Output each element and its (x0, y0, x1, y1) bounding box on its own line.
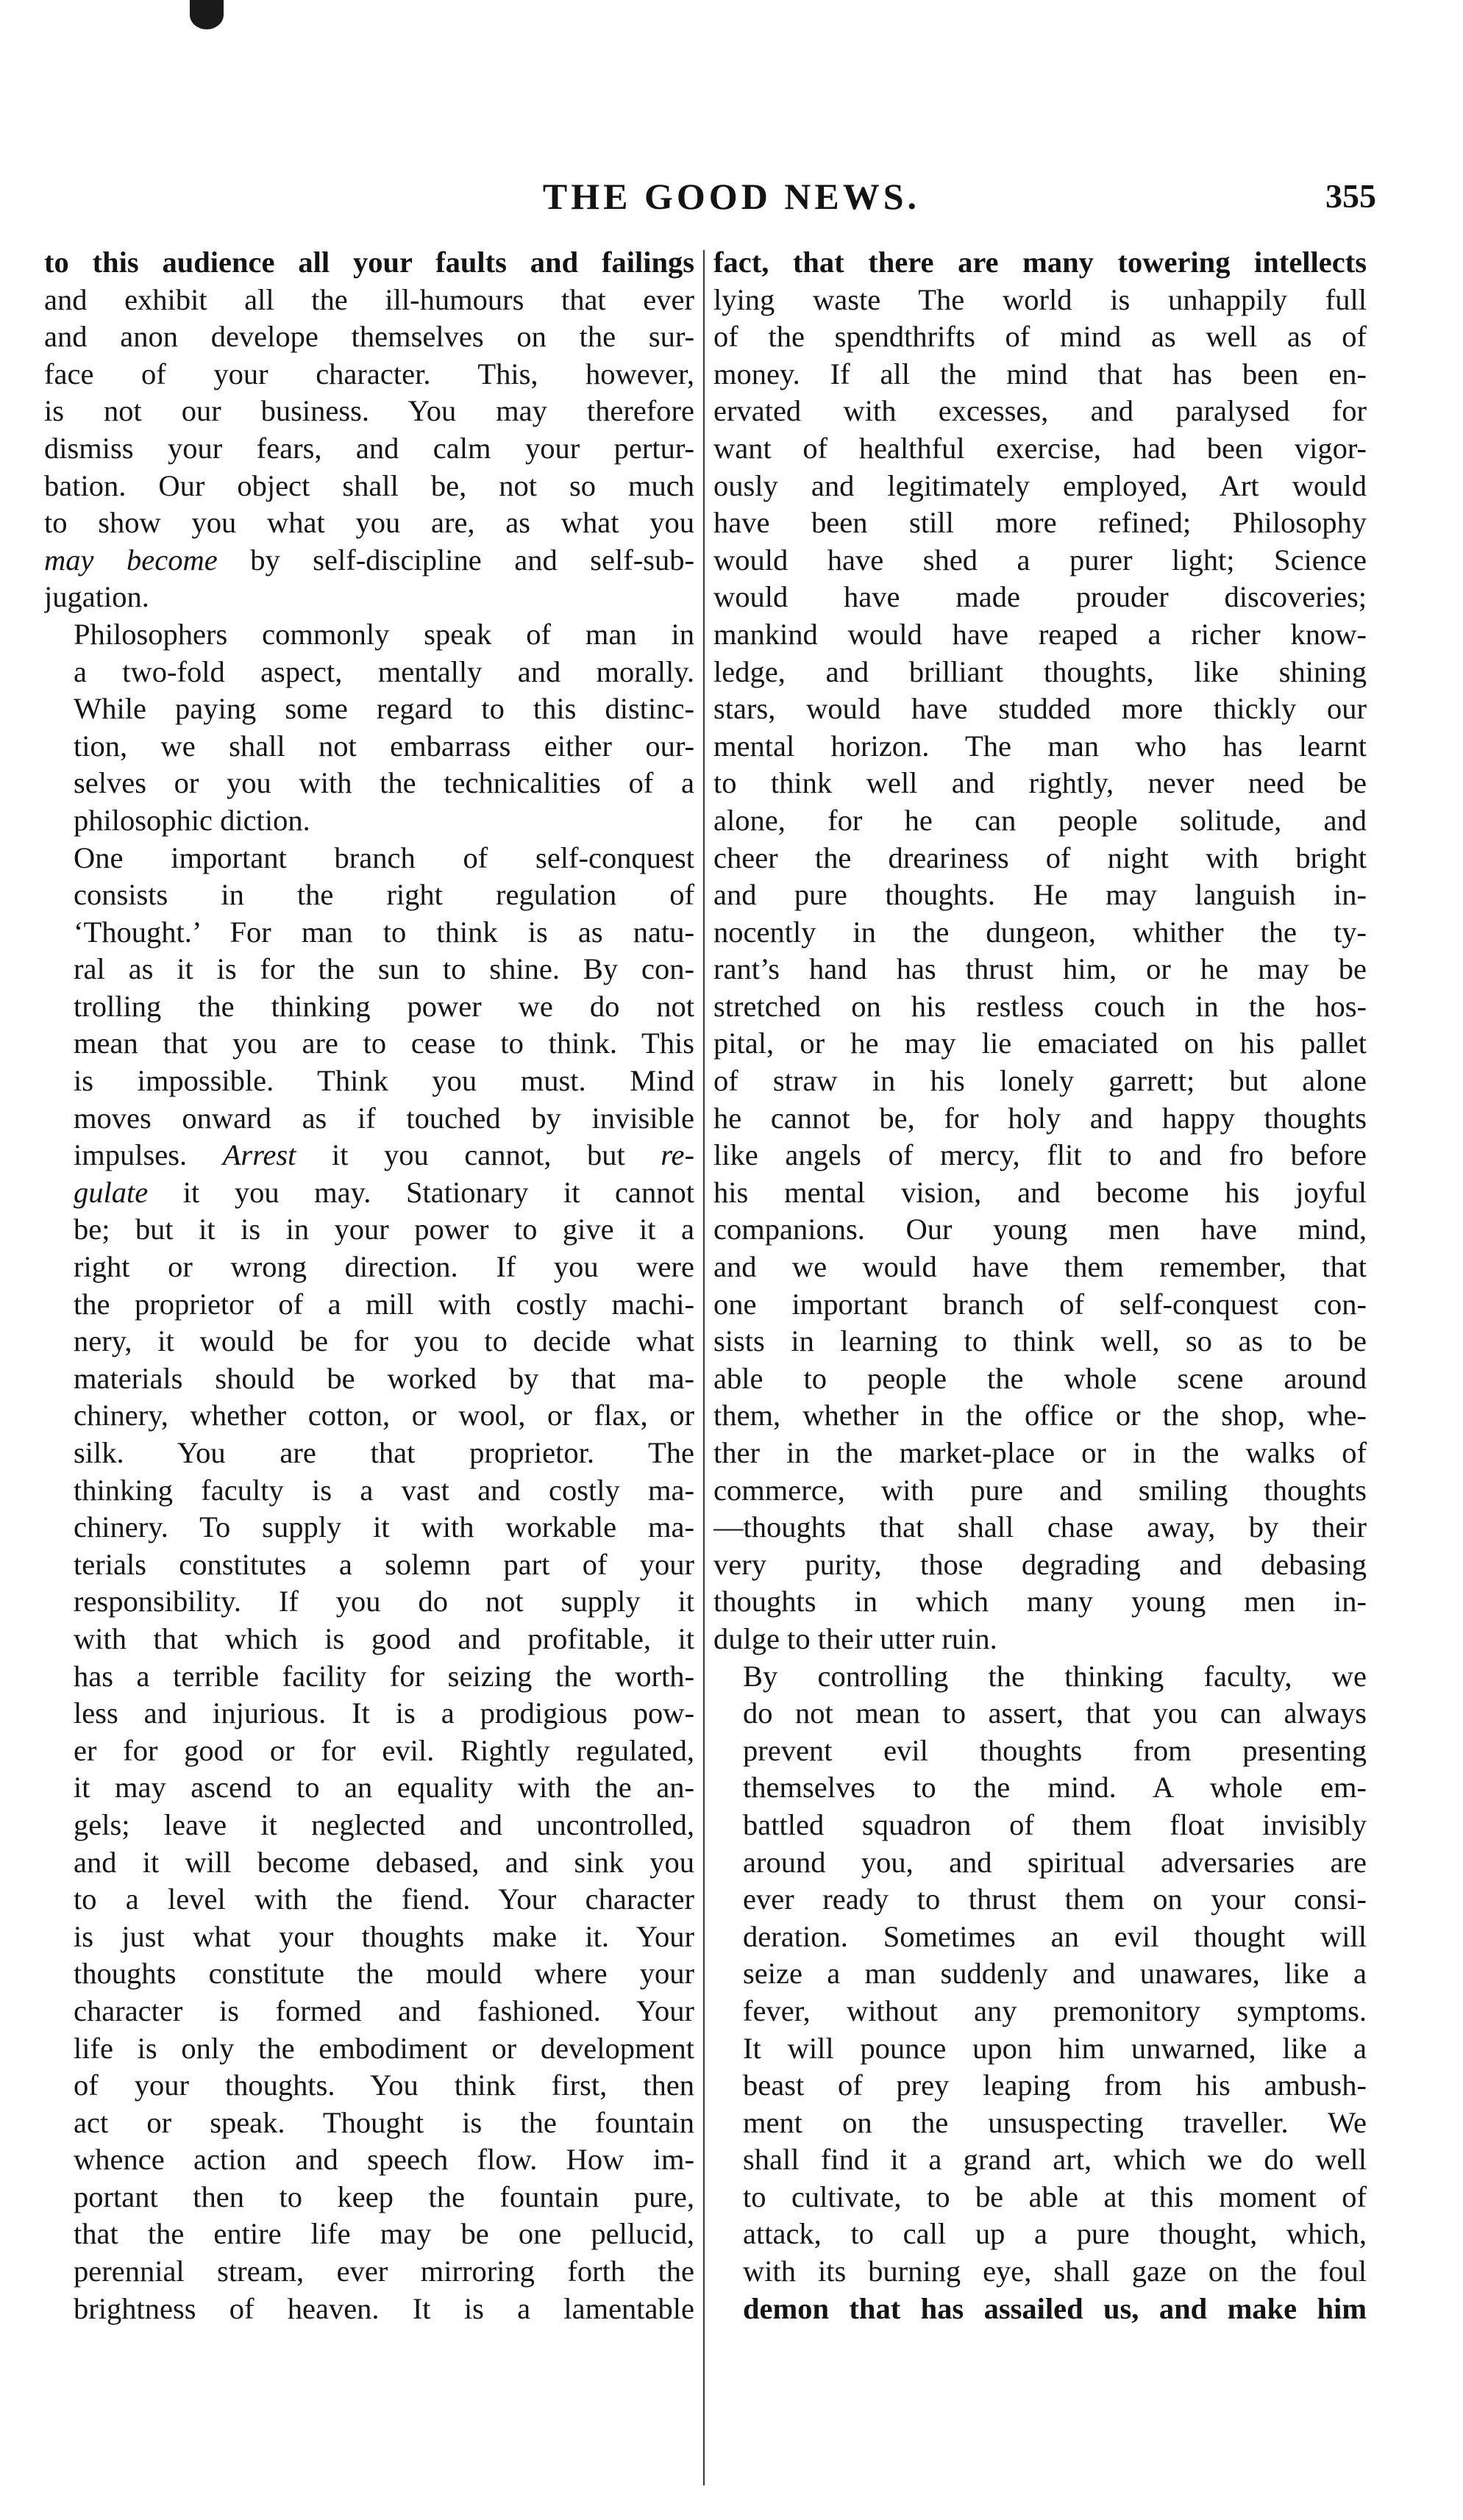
text-line: has a terrible facility for seizing the worth- (74, 1659, 694, 1693)
text-line: ledge, and brilliant thoughts, like shining (713, 654, 1367, 688)
text-line: a two-fold aspect, mentally and morally. (74, 654, 694, 688)
text-line: fact, that there are many towering intellects (713, 246, 1367, 279)
text-line: trolling the thinking power we do not (74, 989, 694, 1023)
paragraph (44, 244, 694, 616)
text-line: do not mean to assert, that you can always (743, 1696, 1367, 1730)
text-line: the proprietor of a mill with costly machi- (74, 1287, 694, 1321)
italic-text: gulate (74, 1175, 149, 1209)
text-line: moves onward as if touched by invisible (74, 1101, 694, 1135)
text-line: would have shed a purer light; Science (713, 543, 1367, 577)
text-line: brightness of heaven. It is a lamentable (74, 2291, 694, 2325)
text-line: deration. Sometimes an evil thought will (743, 1919, 1367, 1953)
text-line: consists in the right regulation of (74, 878, 694, 912)
text-line: thoughts in which many young men in- (713, 1585, 1367, 1618)
text-line: er for good or for evil. Rightly regulated, (74, 1733, 694, 1767)
text-line: seize a man suddenly and unawares, like a (743, 1957, 1367, 1991)
text-line: be; but it is in your power to give it a (74, 1213, 694, 1246)
text-line: of the spendthrifts of mind as well as of (713, 320, 1367, 354)
text-line: demon that has assailed us, and make him (743, 2291, 1367, 2325)
text-line: ther in the market-place or in the walks of (713, 1436, 1367, 1469)
text-line: to show you what you are, as what you (44, 506, 694, 540)
text-line: would have made prouder discoveries; (713, 580, 1367, 614)
text-line: want of healthful exercise, had been vigor- (713, 431, 1367, 465)
text-line (44, 542, 694, 579)
text-segment: impulses. (74, 1138, 223, 1172)
text-line: philosophic diction. (74, 803, 310, 837)
text-line: fever, without any premonitory symptoms. (743, 1993, 1367, 2027)
paragraph (713, 244, 1367, 1658)
italic-text: Arrest (222, 1138, 296, 1172)
text-line: bation. Our object shall be, not so much (44, 468, 694, 502)
text-line: thinking faculty is a vast and costly ma- (74, 1473, 694, 1507)
text-line: have been still more refined; Philosophy (713, 506, 1367, 540)
text-line: very purity, those degrading and debasing (713, 1547, 1367, 1581)
text-line: terials constitutes a solemn part of your (74, 1547, 694, 1581)
text-line: jugation. (44, 580, 149, 614)
column-divider (703, 250, 705, 2485)
text-line: responsibility. If you do not supply it (74, 1585, 694, 1618)
text-line: with that which is good and profitable, it (74, 1621, 694, 1655)
text-line: Philosophers commonly speak of man in (74, 617, 694, 651)
text-line: and it will become debased, and sink you (74, 1845, 694, 1879)
text-line: materials should be worked by that ma- (74, 1361, 694, 1395)
right-text-column (713, 244, 1367, 2494)
text-line: chinery, whether cotton, or wool, or flax, or (74, 1399, 694, 1432)
text-line: selves or you with the technicalities of a (74, 766, 694, 800)
text-line: his mental vision, and become his joyful (713, 1175, 1367, 1209)
text-line: attack, to call up a pure thought, which, (743, 2217, 1367, 2251)
text-line: ment on the unsuspecting traveller. We (743, 2105, 1367, 2139)
text-line: less and injurious. It is a prodigious pow- (74, 1696, 694, 1730)
text-line: companions. Our young men have mind, (713, 1213, 1367, 1246)
text-line: beast of prey leaping from his ambush- (743, 2069, 1367, 2102)
text-line: portant then to keep the fountain pure, (74, 2180, 694, 2213)
text-line: to this audience all your faults and failings (44, 246, 694, 279)
text-line: chinery. To supply it with workable ma- (74, 1510, 694, 1544)
text-line: thoughts constitute the mould where your (74, 1957, 694, 1991)
paragraph (44, 840, 694, 2328)
text-line: themselves to the mind. A whole em- (743, 1771, 1367, 1805)
text-line: prevent evil thoughts from presenting (743, 1733, 1367, 1767)
text-line: right or wrong direction. If you were (74, 1250, 694, 1284)
text-line: ever ready to thrust them on your consi- (743, 1882, 1367, 1916)
text-line: like angels of mercy, flit to and fro before (713, 1138, 1367, 1172)
text-line: is just what your thoughts make it. Your (74, 1919, 694, 1953)
text-line: battled squadron of them float invisibly (743, 1807, 1367, 1841)
text-line: dulge to their utter ruin. (713, 1621, 997, 1655)
text-line: ‘Thought.’ For man to think is as natu- (74, 915, 694, 949)
italic-text: re- (661, 1138, 694, 1172)
text-segment: by self-discipline and self-sub- (217, 543, 694, 577)
text-line: face of your character. This, however, (44, 357, 694, 390)
text-line: tion, we shall not embarrass either our- (74, 729, 694, 763)
text-line: and exhibit all the ill-humours that ever (44, 282, 694, 316)
text-line: and anon develope themselves on the sur- (44, 320, 694, 354)
italic-text: may become (44, 543, 218, 577)
text-line: ously and legitimately employed, Art would (713, 468, 1367, 502)
text-line: pital, or he may lie emaciated on his pallet (713, 1027, 1367, 1060)
text-line: nocently in the dungeon, whither the ty- (713, 915, 1367, 949)
text-line: life is only the embodiment or development (74, 2031, 694, 2065)
text-line (44, 1174, 694, 1212)
text-line: stars, would have studded more thickly our (713, 692, 1367, 726)
text-segment: it you cannot, but (296, 1138, 661, 1172)
text-line: mean that you are to cease to think. This (74, 1027, 694, 1060)
page-number: 355 (1325, 177, 1376, 215)
text-line: lying waste The world is unhappily full (713, 282, 1367, 316)
text-line: with its burning eye, shall gaze on the foul (743, 2255, 1367, 2288)
page-header (0, 171, 1463, 222)
left-text-column (44, 244, 694, 2494)
ink-blot-mark (190, 0, 224, 29)
text-line: ervated with excesses, and paralysed for (713, 394, 1367, 428)
text-line: it may ascend to an equality with the an- (74, 1771, 694, 1805)
text-line (44, 1137, 694, 1174)
text-line: that the entire life may be one pellucid, (74, 2217, 694, 2251)
text-line: he cannot be, for holy and happy thoughts (713, 1101, 1367, 1135)
text-line: able to people the whole scene around (713, 1361, 1367, 1395)
text-line: nery, it would be for you to decide what (74, 1324, 694, 1358)
text-line: stretched on his restless couch in the hos- (713, 989, 1367, 1023)
text-line: act or speak. Thought is the fountain (74, 2105, 694, 2139)
text-line: and we would have them remember, that (713, 1250, 1367, 1284)
text-line: and pure thoughts. He may languish in- (713, 878, 1367, 912)
text-line: One important branch of self-conquest (74, 840, 694, 874)
text-line: —thoughts that shall chase away, by their (713, 1510, 1367, 1544)
text-line: perennial stream, ever mirroring forth the (74, 2255, 694, 2288)
text-line: mankind would have reaped a richer know- (713, 617, 1367, 651)
text-line: ral as it is for the sun to shine. By con- (74, 952, 694, 986)
text-line: to think well and rightly, never need be (713, 766, 1367, 800)
paragraph (44, 616, 694, 840)
running-title: THE GOOD NEWS. (542, 176, 921, 217)
text-line: gels; leave it neglected and uncontrolled, (74, 1807, 694, 1841)
text-line: money. If all the mind that has been en- (713, 357, 1367, 390)
paragraph (713, 1658, 1367, 2328)
text-line: alone, for he can people solitude, and (713, 803, 1367, 837)
text-line: to a level with the fiend. Your character (74, 1882, 694, 1916)
text-line: of your thoughts. You think first, then (74, 2069, 694, 2102)
text-line: silk. You are that proprietor. The (74, 1436, 694, 1469)
text-line: mental horizon. The man who has learnt (713, 729, 1367, 763)
text-line: is not our business. You may therefore (44, 394, 694, 428)
text-line: rant’s hand has thrust him, or he may be (713, 952, 1367, 986)
text-line: shall find it a grand art, which we do well (743, 2143, 1367, 2177)
text-line: dismiss your fears, and calm your pertur- (44, 431, 694, 465)
text-line: of straw in his lonely garrett; but alone (713, 1064, 1367, 1098)
text-segment: it you may. Stationary it cannot (148, 1175, 694, 1209)
text-line: It will pounce upon him unwarned, like a (743, 2031, 1367, 2065)
text-line: sists in learning to think well, so as to be (713, 1324, 1367, 1358)
text-line: one important branch of self-conquest con- (713, 1287, 1367, 1321)
text-line: By controlling the thinking faculty, we (743, 1659, 1367, 1693)
text-line: commerce, with pure and smiling thoughts (713, 1473, 1367, 1507)
text-line: While paying some regard to this distinc- (74, 692, 694, 726)
text-line: cheer the dreariness of night with bright (713, 840, 1367, 874)
text-line: around you, and spiritual adversaries are (743, 1845, 1367, 1879)
text-line: is impossible. Think you must. Mind (74, 1064, 694, 1098)
text-line: to cultivate, to be able at this moment of (743, 2180, 1367, 2213)
text-line: character is formed and fashioned. Your (74, 1993, 694, 2027)
text-line: whence action and speech flow. How im- (74, 2143, 694, 2177)
text-line: them, whether in the office or the shop, whe- (713, 1399, 1367, 1432)
